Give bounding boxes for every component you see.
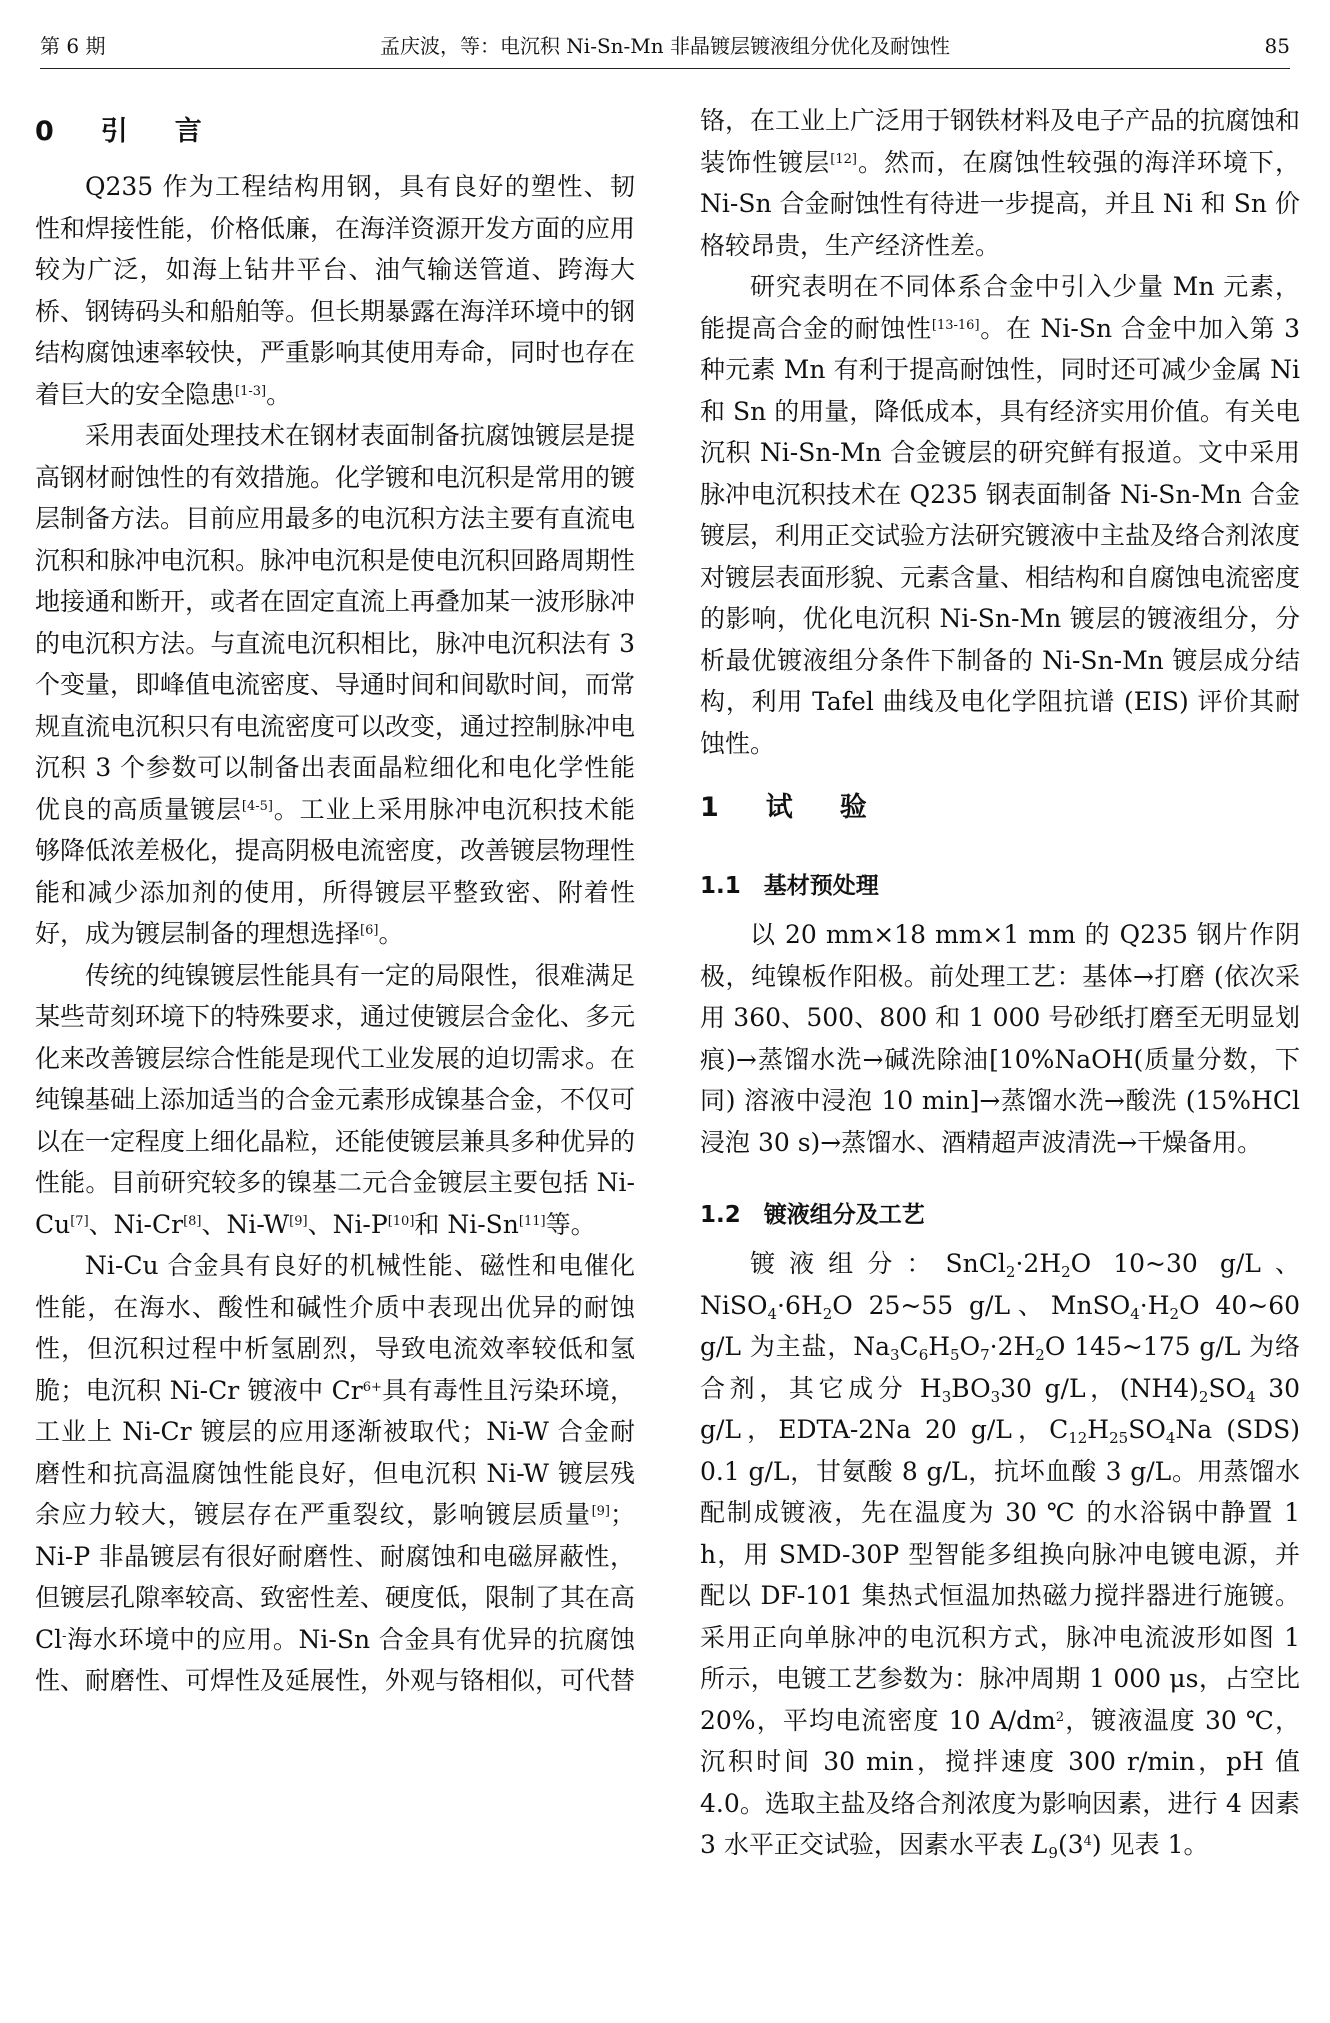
citation: [13-16]	[931, 317, 980, 333]
section-heading-experiment: 1 试 验	[700, 792, 877, 823]
superscript: -	[62, 1628, 67, 1644]
citation: [7]	[70, 1213, 89, 1229]
paragraph: 铬，在工业上广泛用于钢铁材料及电子产品的抗腐蚀和装饰性镀层[12]。然而，在腐蚀性较强的海洋环境下，Ni-Sn 合金耐蚀性有待进一步提高，并且 Ni 和 Sn 价格较昂贵，生产经济性差。	[700, 106, 1301, 260]
paragraph: 镀液组分：$SnCl_2\cdot 2H_2O$ 10~30 g/L、$NiSO_4\cdot 6H_2O$ 25~55 g/L、$MnSO_4\cdot H_2O$ 40~60 g/L 为主盐，$Na_3C_6H_5O_7\cdot 2H_2O$ 145~175 g/L 为络合剂，其它成分 $H_3BO_330$ g/L，$(NH4)_2SO_4$ 30 g/L，EDTA-2Na 20 g/L，$C_{12}H_{25}SO_4Na$ (SDS) 0.1 g/L，甘氨酸 8 g/L，抗坏血酸 3 g/L。用蒸馏水配制成镀液，先在温度为 30 ℃ 的水浴锅中静置 1 h，用 SMD-30P 型智能多组换向脉冲电镀电源，并配以 DF-101 集热式恒温加热磁力搅拌器进行施镀。采用正向单脉冲的电沉积方式，脉冲电流波形如图 1 所示，电镀工艺参数为：脉冲周期 1 000 μs，占空比 20%，平均电流密度 10 $A/dm^2$，镀液温度 30 ℃，沉积时间 30 min，搅拌速度 300 r/min，pH 值 4.0。选取主盐及络合剂浓度为影响因素，进行 4 因素 3 水平正交试验，因素水平表 $L_9(3^4)$ 见表 1。	[700, 1249, 1301, 1862]
subsection-heading-bath: 1.2 镀液组分及工艺	[700, 1202, 925, 1228]
left-column	[35, 100, 635, 1702]
page-number: 85	[1264, 34, 1290, 58]
right-column	[700, 100, 1300, 1866]
citation: [9]	[289, 1213, 308, 1229]
citation: [4-5]	[241, 798, 273, 814]
running-header	[40, 28, 1290, 69]
citation: [9]	[591, 1504, 610, 1519]
paragraph: Ni-Cu 合金具有良好的机械性能、磁性和电催化性能，在海水、酸性和碱性介质中表现出优异的耐蚀性，但沉积过程中析氢剧烈，导致电流效率较低和氢脆；电沉积 Ni-Cr 镀液中 $Cr^{6+}$具有毒性且污染环境，工业上 Ni-Cr 镀层的应用逐渐被取代；Ni-W 合金耐磨性和抗高温腐蚀性能良好，但电沉积 Ni-W 镀层残余应力较大，镀层存在严重裂纹，影响镀层质量[9]；Ni-P 非晶镀层有很好耐磨性、耐腐蚀和电磁屏蔽性，但镀层孔隙率较高、致密性差、硬度低，限制了其在高 Cl-海水环境中的应用。Ni-Sn 合金具有优异的抗腐蚀性、耐磨性、可焊性及延展性，外观与铬相似，可代替	[35, 1251, 636, 1695]
running-title: 孟庆波，等：电沉积 Ni-Sn-Mn 非晶镀层镀液组分优化及耐蚀性	[379, 34, 951, 58]
citation: [11]	[518, 1213, 546, 1229]
issue-number: 第 6 期	[40, 34, 106, 58]
paragraph: 以 20 mm×18 mm×1 mm 的 Q235 钢片作阴极，纯镍板作阳极。前处理工艺：基体→打磨 (依次采用 360、500、800 和 1 000 号砂纸打磨至无明显划痕)→蒸馏水洗→碱洗除油[10%NaOH(质量分数，下同) 溶液中浸泡 10 min]→蒸馏水洗→酸洗 (15%HCl 浸泡 30 s)→蒸馏水、酒精超声波清洗→干燥备用。	[700, 920, 1300, 1157]
paragraph: 采用表面处理技术在钢材表面制备抗腐蚀镀层是提高钢材耐蚀性的有效措施。化学镀和电沉积是常用的镀层制备方法。目前应用最多的电沉积方法主要有直流电沉积和脉冲电沉积。脉冲电沉积是使电沉积回路周期性地接通和断开，或者在固定直流上再叠加某一波形脉冲的电沉积方法。与直流电沉积相比，脉冲电沉积法有 3 个变量，即峰值电流密度、导通时间和间歇时间，而常规直流电沉积只有电流密度可以改变，通过控制脉冲电沉积 3 个参数可以制备出表面晶粒细化和电化学性能优良的高质量镀层[4-5]。工业上采用脉冲电沉积技术能够降低浓差极化，提高阴极电流密度，改善镀层物理性能和减少添加剂的使用，所得镀层平整致密、附着性好，成为镀层制备的理想选择[6]。	[35, 421, 636, 948]
superscript: 6+	[362, 1379, 382, 1395]
section-heading-introduction: 0 引 言	[35, 116, 212, 147]
subsection-heading-substrate: 1.1 基材预处理	[700, 873, 879, 899]
citation: [1-3]	[235, 383, 267, 399]
citation: [10]	[387, 1213, 415, 1229]
paragraph: 传统的纯镍镀层性能具有一定的局限性，很难满足某些苛刻环境下的特殊要求，通过使镀层合金化、多元化来改善镀层综合性能是现代工业发展的迫切需求。在纯镍基础上添加适当的合金元素形成镍基合金，不仅可以在一定程度上细化晶粒，还能使镀层兼具多种优异的性能。目前研究较多的镍基二元合金镀层主要包括 Ni-Cu[7]、Ni-Cr[8]、Ni-W[9]、Ni-P[10]和 Ni-Sn[11]等。	[35, 960, 636, 1239]
paragraph: Q235 作为工程结构用钢，具有良好的塑性、韧性和焊接性能，价格低廉，在海洋资源开发方面的应用较为广泛，如海上钻井平台、油气输送管道、跨海大桥、钢铸码头和船舶等。但长期暴露在海洋环境中的钢结构腐蚀速率较快，严重影响其使用寿命，同时也存在着巨大的安全隐患[1-3]。	[35, 172, 636, 409]
citation: [6]	[360, 923, 379, 938]
citation: [12]	[830, 151, 857, 167]
paragraph: 研究表明在不同体系合金中引入少量 Mn 元素，能提高合金的耐蚀性[13-16]。在 Ni-Sn 合金中加入第 3 种元素 Mn 有利于提高耐蚀性，同时还可减少金属 Ni 和 Sn 的用量，降低成本，具有经济实用价值。有关电沉积 Ni-Sn-Mn 合金镀层的研究鲜有报道。文中采用脉冲电沉积技术在 Q235 钢表面制备 Ni-Sn-Mn 合金镀层，利用正交试验方法研究镀液中主盐及络合剂浓度对镀层表面形貌、元素含量、相结构和自腐蚀电流密度的影响，优化电沉积 Ni-Sn-Mn 镀层的镀液组分，分析最优镀液组分条件下制备的 Ni-Sn-Mn 镀层成分结构，利用 Tafel 曲线及电化学阻抗谱 (EIS) 评价其耐蚀性。	[700, 272, 1301, 758]
citation: [8]	[183, 1213, 202, 1229]
